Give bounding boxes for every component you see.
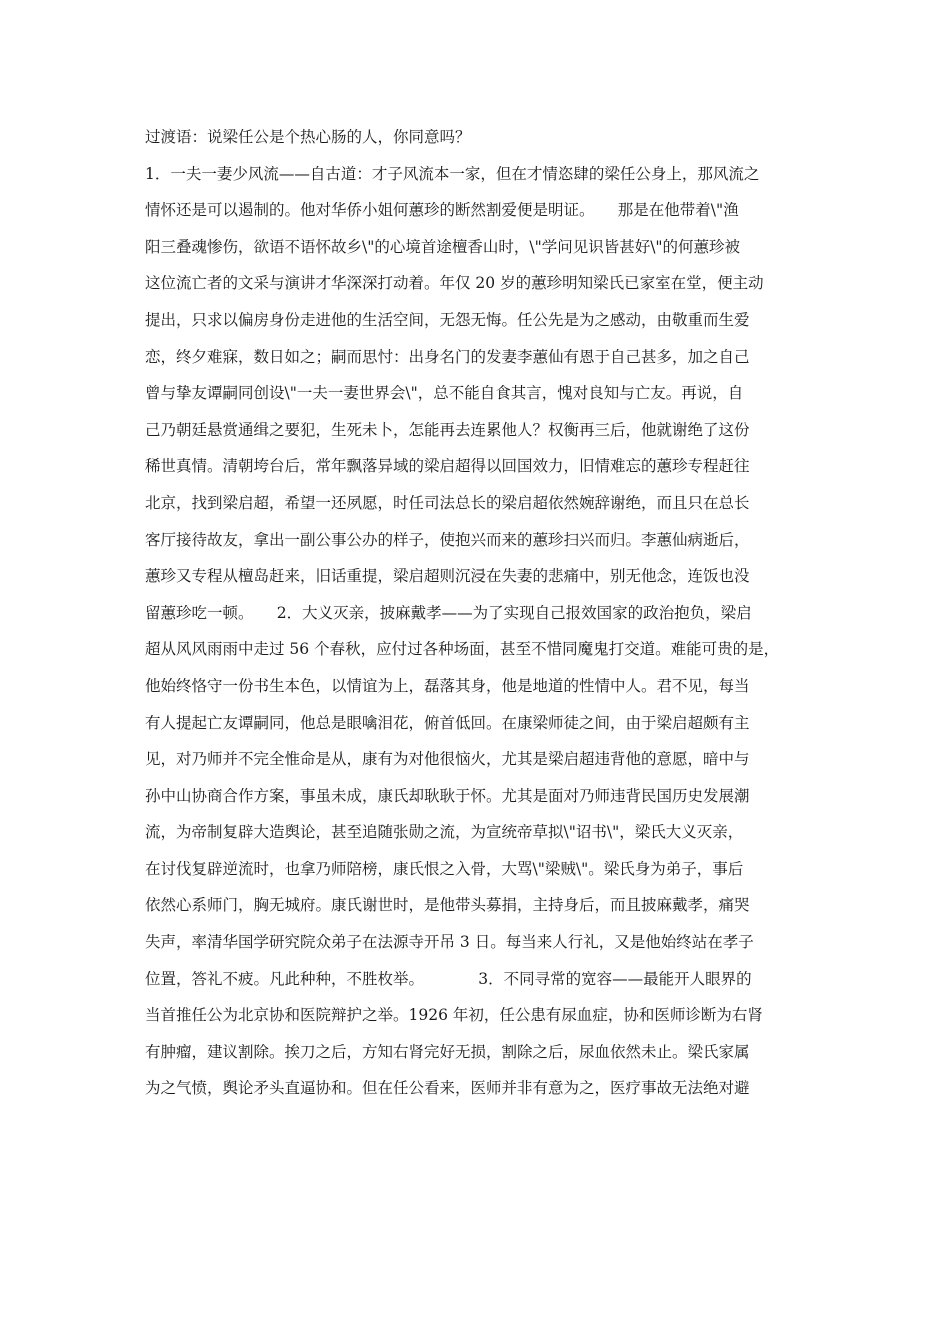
text-line: 曾与挚友谭嗣同创设\"一夫一妻世界会\"，总不能自食其言，愧对良知与亡友。再说，自 <box>145 384 744 403</box>
text-line: 稀世真情。清朝垮台后，常年飘落异域的梁启超得以回国效力，旧情难忘的蕙珍专程赶往 <box>145 457 750 476</box>
text-line: 为之气愤，舆论矛头直逼协和。但在任公看来，医师并非有意为之，医疗事故无法绝对避 <box>145 1079 750 1098</box>
text-line: 过渡语：说梁任公是个热心肠的人，你同意吗？ <box>145 128 471 146</box>
text-line: 蕙珍又专程从檀岛赶来，旧话重提，梁启超则沉浸在失妻的悲痛中，别无他念，连饭也没 <box>145 567 750 586</box>
text-line: 这位流亡者的文采与演讲才华深深打动着。年仅 20 岁的蕙珍明知梁氏已家室在堂，便主动 <box>145 274 764 293</box>
text-line: 己乃朝廷悬赏通缉之要犯，生死未卜，怎能再去连累他人？权衡再三后，他就谢绝了这份 <box>145 420 750 439</box>
text-line: 位置，答礼不疲。凡此种种，不胜枚举。 3．不同寻常的宽容——最能开人眼界的 <box>145 969 752 988</box>
text-line: 失声，率清华国学研究院众弟子在法源寺开吊 3 日。每当来人行礼，又是他始终站在孝子 <box>145 933 754 952</box>
text-line: 北京，找到梁启超，希望一还夙愿，时任司法总长的梁启超依然婉辞谢绝，而且只在总长 <box>145 493 750 512</box>
text-line: 流，为帝制复辟大造舆论，甚至追随张勋之流，为宣统帝草拟\"诏书\"，梁氏大义灭亲， <box>145 823 744 842</box>
text-line: 见，对乃师并不完全惟命是从，康有为对他很恼火，尤其是梁启超违背他的意愿，暗中与 <box>145 750 750 769</box>
text-line: 留蕙珍吃一顿。 2．大义灭亲，披麻戴孝——为了实现自己报效国家的政治抱负，梁启 <box>145 603 752 622</box>
article-text <box>145 119 821 1107</box>
text-line: 有人提起亡友谭嗣同，他总是眼噙泪花，俯首低回。在康梁师徒之间，由于梁启超颇有主 <box>145 713 750 732</box>
text-line: 他始终恪守一份书生本色，以情谊为上，磊落其身，他是地道的性情中人。君不见，每当 <box>145 676 750 695</box>
text-line: 超从风风雨雨中走过 56 个春秋，应付过各种场面，甚至不惜同魔鬼打交道。难能可贵的是， <box>145 640 780 659</box>
text-line: 在讨伐复辟逆流时，也拿乃师陪榜，康氏恨之入骨，大骂\"梁贼\"。梁氏身为弟子，事后 <box>145 859 744 878</box>
text-line: 情怀还是可以遏制的。他对华侨小姐何蕙珍的断然割爱便是明证。 那是在他带着\"渔 <box>145 201 739 220</box>
text-line: 恋，终夕难寐，数日如之；嗣而思忖：出身名门的发妻李蕙仙有恩于自己甚多，加之自己 <box>145 347 750 366</box>
text-line: 孙中山协商合作方案，事虽未成，康氏却耿耿于怀。尤其是面对乃师违背民国历史发展潮 <box>145 786 750 805</box>
text-line: 客厅接待故友，拿出一副公事公办的样子，使抱兴而来的蕙珍扫兴而归。李蕙仙病逝后， <box>145 530 750 549</box>
text-line: 有肿瘤，建议割除。挨刀之后，方知右肾完好无损，割除之后，尿血依然未止。梁氏家属 <box>145 1042 750 1061</box>
text-line: 阳三叠魂惨伤，欲语不语怀故乡\"的心境首途檀香山时，\"学问见识皆甚好\"的何蕙珍被 <box>145 237 741 256</box>
text-line: 提出，只求以偏房身份走进他的生活空间，无怨无悔。任公先是为之感动，由敬重而生爱 <box>145 310 750 329</box>
text-line: 当首推任公为北京协和医院辩护之举。1926 年初，任公患有尿血症，协和医师诊断为右肾 <box>145 1006 763 1025</box>
text-line: 1．一夫一妻少风流——自古道：才子风流本一家，但在才情恣肆的梁任公身上，那风流之 <box>145 164 760 183</box>
text-line: 依然心系师门，胸无城府。康氏谢世时，是他带头募捐，主持身后，而且披麻戴孝，痛哭 <box>145 896 750 915</box>
